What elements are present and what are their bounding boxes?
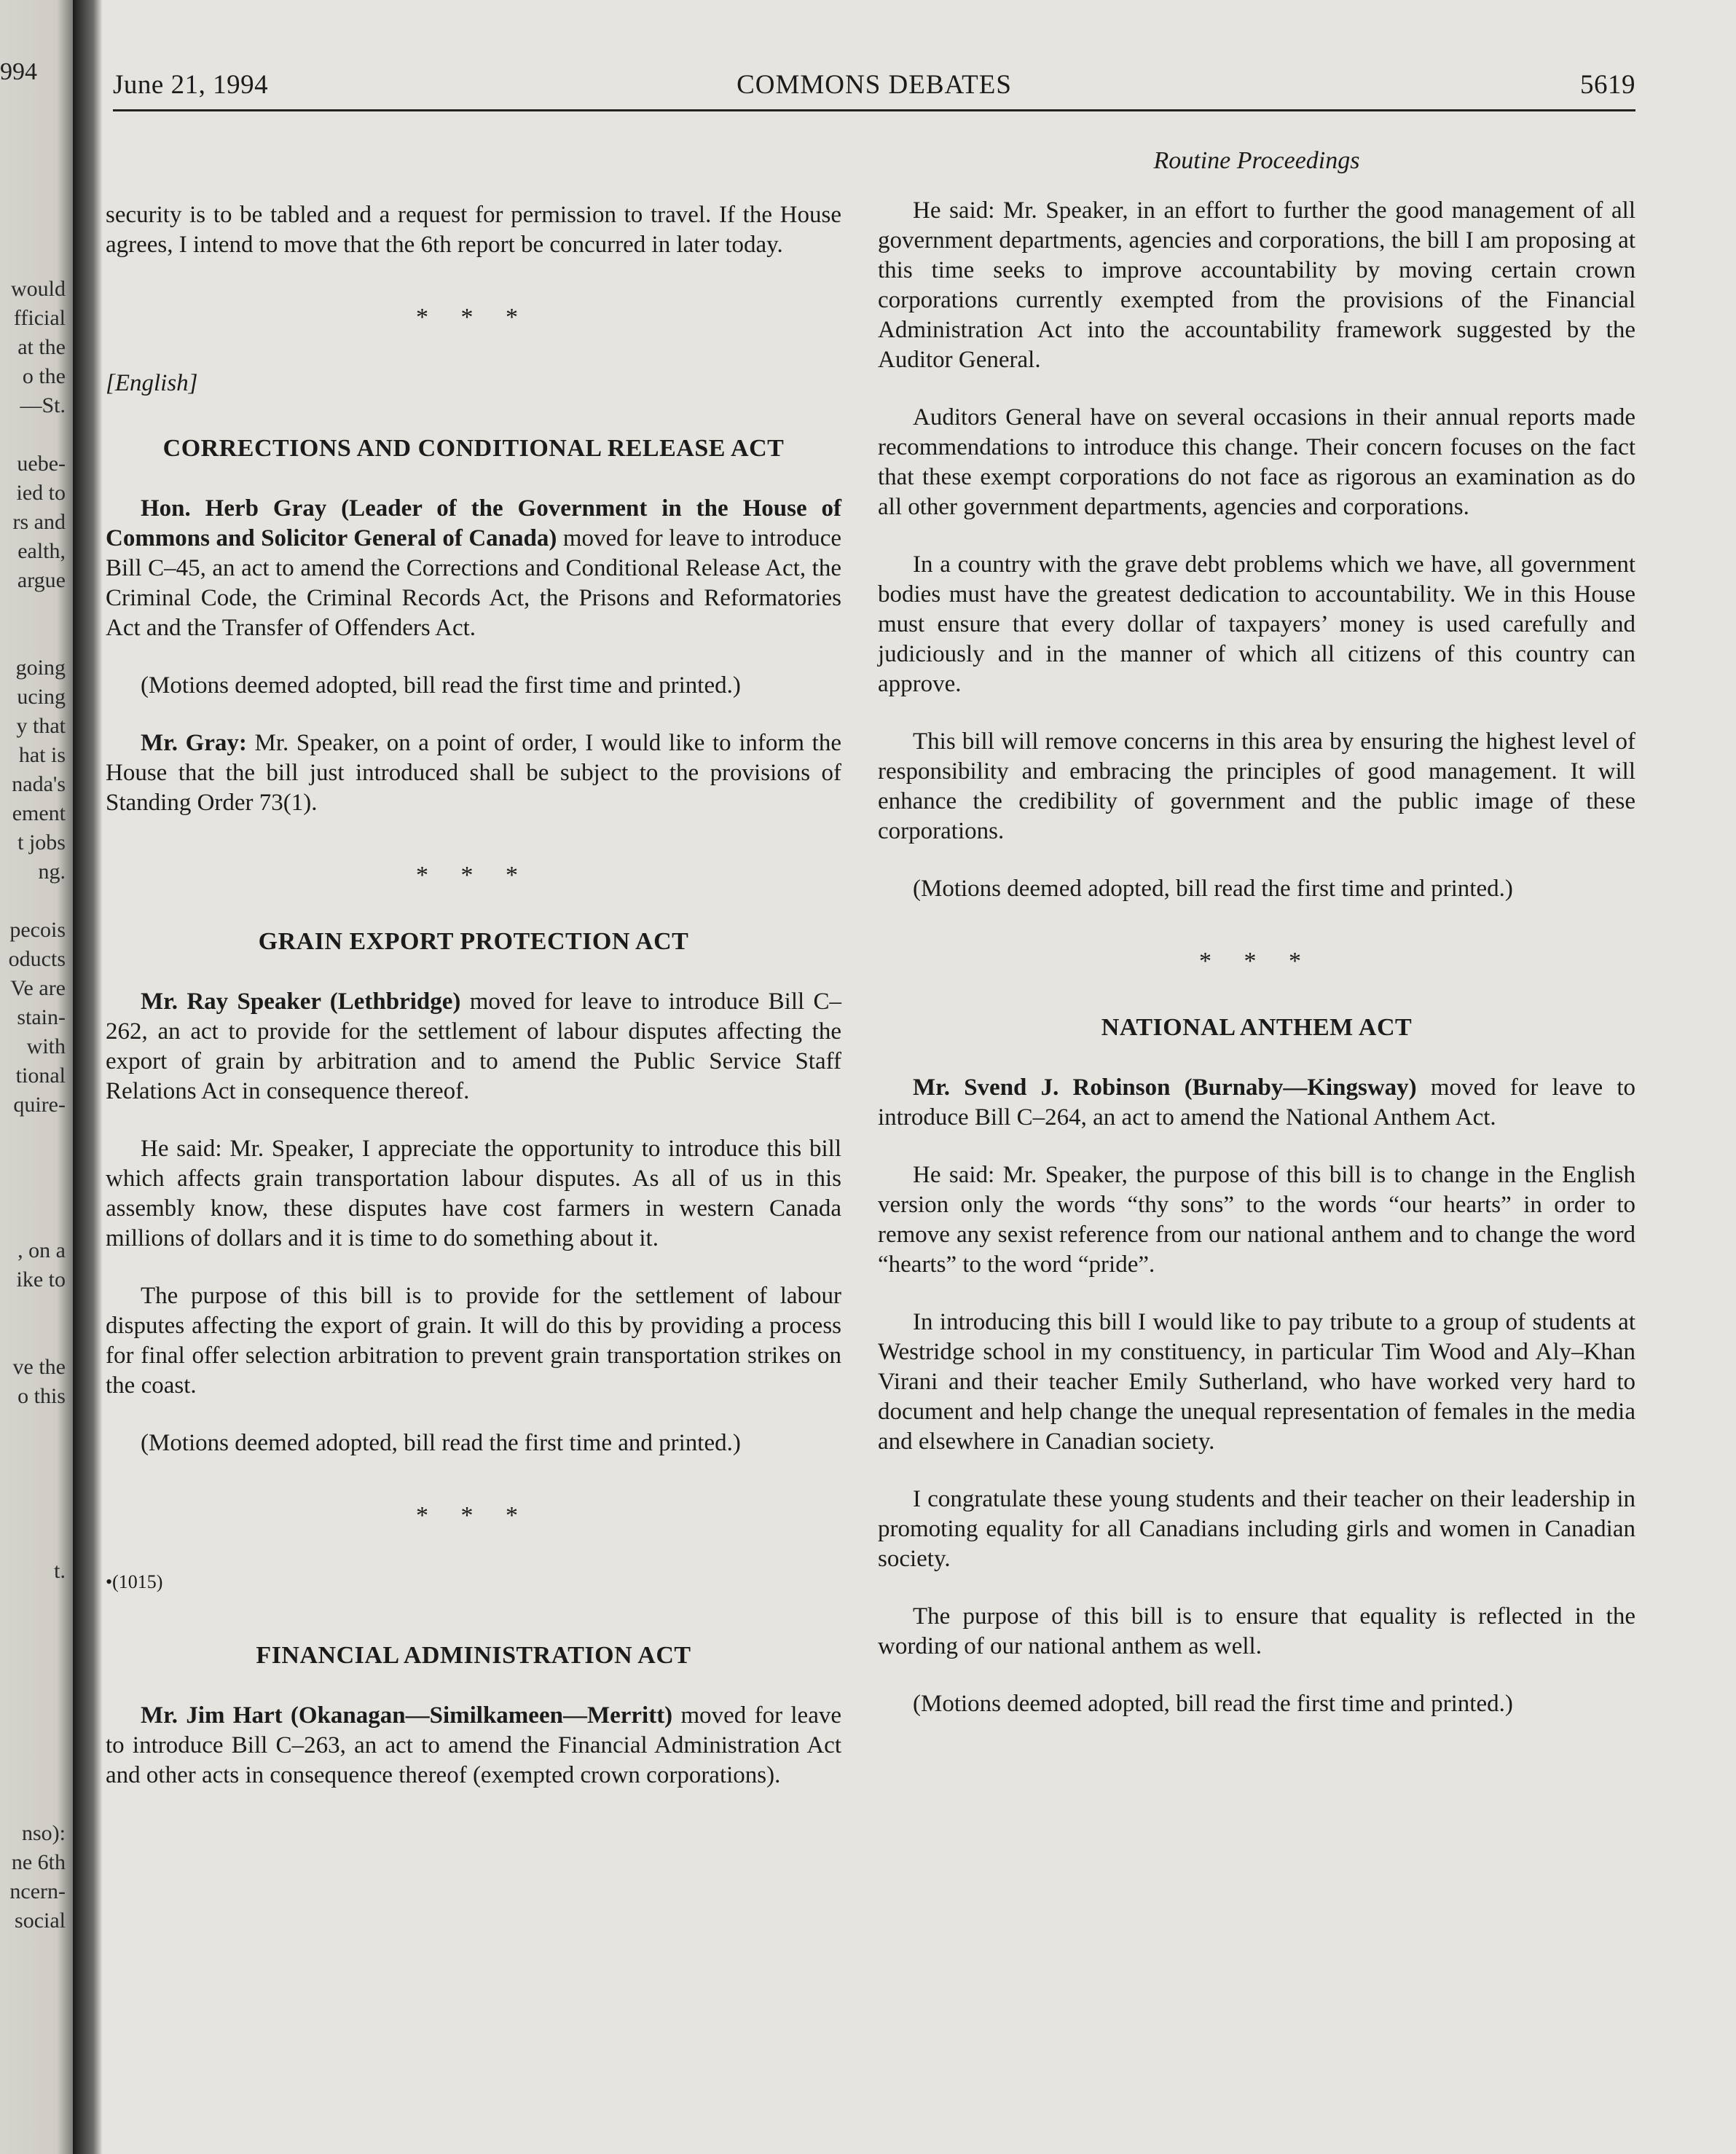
previous-page-fragment: with	[26, 1034, 66, 1058]
paragraph: The purpose of this bill is to provide for the settlement of labour disputes affecting the export of grain. It will do this by providing a process for final offer selection arbitration to prevent grain transportation strikes on the coast.	[106, 1283, 841, 1399]
previous-page-fragment: nso):	[22, 1821, 66, 1845]
previous-page-fragment: ucing	[17, 685, 66, 709]
previous-page-fragment: argue	[17, 568, 66, 592]
previous-page-fragment: tional	[15, 1064, 66, 1088]
bill-heading: NATIONAL ANTHEM ACT	[1101, 1014, 1413, 1041]
previous-page-fragment: going	[15, 656, 66, 680]
paragraph: In introducing this bill I would like to pay tribute to a group of students at Westridge school in my constituency, in particular Tim Wood and Aly–Khan Virani and their teacher Emily Sutherland, who have worked very hard to document and help change the unequal representation of females in the media and elsewhere in Canadian society.	[878, 1309, 1635, 1455]
section-title: Routine Proceedings	[1153, 147, 1360, 174]
motion-note: (Motions deemed adopted, bill read the first time and printed.)	[141, 672, 741, 699]
previous-page-fragment: ne 6th	[11, 1850, 66, 1874]
header-page-number: 5619	[1580, 70, 1635, 100]
bill-heading: FINANCIAL ADMINISTRATION ACT	[256, 1642, 691, 1669]
paragraph: security is to be tabled and a request for permission to travel. If the House agrees, I intend to move that the 6th report be concurred in later today.	[106, 202, 841, 258]
previous-page-fragment: oducts	[8, 947, 66, 971]
previous-page-fragment: hat is	[18, 743, 66, 767]
time-marker: •(1015)	[106, 1571, 163, 1592]
speaker-name: Hon. Herb Gray (Leader of the Government in the House of Commons and Solicitor General of Canada)	[106, 495, 841, 551]
previous-page-fragment: at the	[17, 335, 66, 359]
previous-page-number: 994	[0, 58, 37, 85]
right-column	[878, 146, 1635, 1747]
speaker-name: Mr. Svend J. Robinson (Burnaby—Kingsway)	[913, 1074, 1417, 1101]
paragraph: In a country with the grave debt problems which we have, all government bodies must have the greatest dedication to accountability. We in this House must ensure that every dollar of taxpayers’ money is used carefully and judiciously and in the manner of which all citizens of this country can approve.	[878, 551, 1635, 697]
speaker-name: Mr. Gray:	[141, 730, 247, 756]
paragraph	[106, 1701, 841, 1791]
motion-note: (Motions deemed adopted, bill read the first time and printed.)	[913, 876, 1513, 902]
section-separator: * * *	[1199, 948, 1314, 975]
header-date: June 21, 1994	[113, 70, 269, 100]
speech-text: moved for leave to introduce Bill C–263, an act to amend the Financial Administration Act and other acts in consequence thereof (exempted crown corporations).	[106, 1702, 841, 1788]
section-separator: * * *	[416, 304, 531, 331]
previous-page-fragment: Ve are	[10, 976, 66, 1000]
previous-page-fragment: nada's	[12, 772, 66, 796]
previous-page-fragment: fficial	[13, 306, 66, 330]
speech-text: moved for leave to introduce Bill C–262, an act to provide for the settlement of labour disputes affecting the export of grain by arbitration and to amend the Public Service Staff Relations Act in consequence thereof.	[106, 988, 842, 1104]
previous-page-fragment: —St.	[20, 393, 66, 417]
previous-page-fragment: quire-	[13, 1093, 66, 1117]
previous-page-fragment: ve the	[12, 1355, 66, 1379]
previous-page-fragment: o the	[22, 364, 66, 388]
header-rule	[113, 109, 1635, 111]
paragraph: He said: Mr. Speaker, I appreciate the opportunity to introduce this bill which affects grain transportation labour disputes. As all of us in this assembly know, these disputes have cost farmers in western Canada millions of dollars and it is time to do something about it.	[106, 1136, 841, 1251]
motion-note: (Motions deemed adopted, bill read the first time and printed.)	[141, 1430, 741, 1456]
paragraph: The purpose of this bill is to ensure that equality is reflected in the wording of our national anthem as well.	[878, 1603, 1635, 1659]
previous-page-fragment: ncern-	[9, 1879, 66, 1903]
previous-page-fragment: ied to	[16, 481, 66, 505]
section-separator: * * *	[416, 1502, 531, 1529]
previous-page-fragment: stain-	[17, 1005, 66, 1029]
speech-text: Mr. Speaker, on a point of order, I would like to inform the House that the bill just introduced shall be subject to the provisions of Standing Order 73(1).	[106, 730, 841, 816]
language-marker: [English]	[106, 370, 198, 396]
bill-heading: GRAIN EXPORT PROTECTION ACT	[258, 928, 689, 955]
paragraph	[106, 987, 841, 1107]
previous-page-fragment: o this	[17, 1384, 66, 1408]
motion-note: (Motions deemed adopted, bill read the first time and printed.)	[913, 1691, 1513, 1717]
paragraph: This bill will remove concerns in this area by ensuring the highest level of responsibility and embracing the principles of good management. It will enhance the credibility of government and the public image of these corporations.	[878, 728, 1635, 844]
paragraph: Auditors General have on several occasions in their annual reports made recommendations to introduce this change. Their concern focuses on the fact that these exempt corporations do not face as rigorous an examination as do all other government departments, agencies and corporations.	[878, 404, 1635, 520]
previous-page-fragment: would	[11, 277, 66, 301]
paragraph: He said: Mr. Speaker, the purpose of this bill is to change in the English version only the words “thy sons” to the words “our hearts” in order to remove any sexist reference from our national anthem and to change the word “hearts” to the word “pride”.	[878, 1162, 1635, 1278]
previous-page-fragment: ike to	[16, 1267, 66, 1292]
left-column	[106, 200, 841, 1818]
previous-page-fragment: ng.	[38, 860, 66, 884]
running-header	[113, 69, 1635, 113]
previous-page-fragment: , on a	[17, 1238, 66, 1262]
paragraph: He said: Mr. Speaker, in an effort to further the good management of all government departments, agencies and corporations, the bill I am proposing at this time seeks to improve accountability by moving certain crown corporations currently exempted from the provisions of the Financial Administration Act into the accountability framework suggested by the Auditor General.	[878, 197, 1635, 373]
speech-text: moved for leave to introduce Bill C–45, an act to amend the Corrections and Conditional Release Act, the Criminal Code, the Criminal Records Act, the Prisons and Reformatories Act and the Transfer of Offenders Act.	[106, 525, 841, 641]
previous-page-fragment: t jobs	[17, 830, 66, 854]
previous-page-fragment: uebe-	[17, 452, 66, 476]
book-spine-shadow	[73, 0, 102, 2154]
previous-page-fragment: t.	[54, 1559, 66, 1583]
previous-page-fragment: y that	[16, 714, 66, 738]
paragraph	[878, 1073, 1635, 1133]
header-title: COMMONS DEBATES	[737, 70, 1012, 100]
paragraph	[106, 494, 841, 643]
speech-text: moved for leave to introduce Bill C–264, an act to amend the National Anthem Act.	[878, 1074, 1636, 1131]
bill-heading: CORRECTIONS AND CONDITIONAL RELEASE ACT	[162, 435, 785, 462]
previous-page-fragment: social	[15, 1909, 66, 1933]
speaker-name: Mr. Jim Hart (Okanagan—Similkameen—Merritt)	[141, 1702, 673, 1729]
section-separator: * * *	[416, 862, 531, 889]
previous-page-fragment: ement	[12, 801, 66, 825]
paragraph	[106, 728, 841, 818]
paragraph: I congratulate these young students and their teacher on their leadership in promoting equality for all Canadians including girls and women in Canadian society.	[878, 1486, 1635, 1572]
speaker-name: Mr. Ray Speaker (Lethbridge)	[141, 988, 461, 1015]
previous-page-fragment: pecois	[9, 918, 66, 942]
previous-page-fragment: rs and	[12, 510, 66, 534]
previous-page-fragment: ealth,	[17, 539, 66, 563]
